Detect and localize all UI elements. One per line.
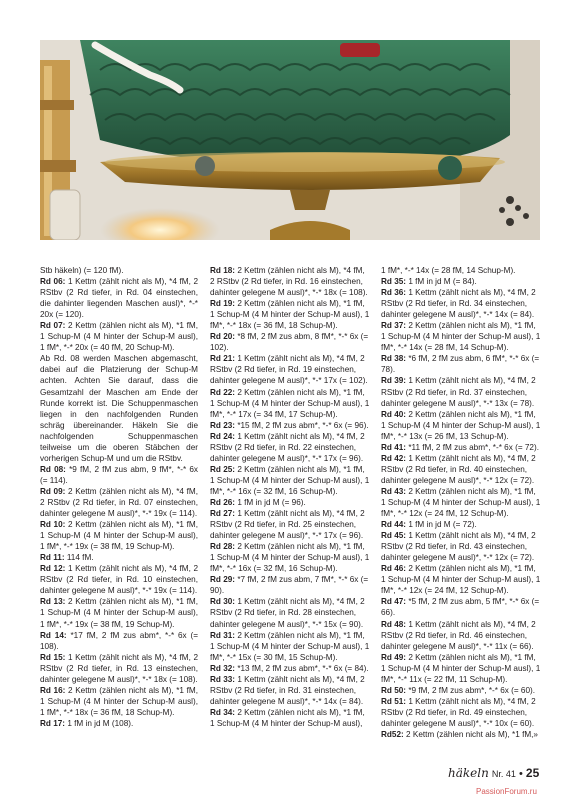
instruction-paragraph xyxy=(40,464,198,486)
instruction-text: 1 fM*, *-* 14x (= 28 fM, 14 Schup-M). xyxy=(381,266,516,275)
round-label: Rd 10: xyxy=(40,520,66,530)
round-label: Rd 19: xyxy=(210,299,236,309)
instruction-paragraph xyxy=(381,276,541,287)
round-label: Rd 45: xyxy=(381,531,407,541)
round-label: Rd 29: xyxy=(210,575,236,585)
instruction-text: *9 fM, 2 fM zus abm, 9 fM*, *-* 6x (= 114). xyxy=(40,464,198,485)
round-label: Rd 51: xyxy=(381,696,407,706)
instruction-paragraph xyxy=(40,519,198,552)
instruction-text: 2 Kettm (zählen nicht als M), *1 fM, 1 Schup-M (4 M hinter der Schup-M ausl), 1 fM*, *-* 14x (= 28 fM, 14 Schup-M). xyxy=(381,321,541,353)
instruction-text: 2 Kettm (zählen nicht als M), *1 fM, 1 Schup-M (4 M hinter der Schup-M ausl), 1 fM*, *-* 16x (= 32 fM, 16 Schup-M). xyxy=(210,542,370,574)
instruction-paragraph xyxy=(210,331,370,353)
round-label: Rd 11: xyxy=(40,553,65,563)
header-photo xyxy=(40,40,540,240)
instruction-text: *6 fM, 2 fM zus abm, 6 fM*, *-* 6x (= 78). xyxy=(381,354,540,375)
round-label: Rd 36: xyxy=(381,288,407,298)
round-label: Rd 33: xyxy=(210,674,236,684)
instruction-text: 2 Kettm (zählen nicht als M), *1 fM, 1 Schup-M (4 M hinter der Schup-M ausl), 1 fM*, *-* 18x (= 36 fM, 18 Schup-M). xyxy=(210,299,370,331)
round-label: Rd 48: xyxy=(381,619,407,629)
instruction-paragraph xyxy=(381,596,541,618)
page-footer xyxy=(448,766,539,780)
instruction-paragraph xyxy=(210,497,370,508)
instruction-paragraph xyxy=(381,685,541,696)
instruction-paragraph xyxy=(210,596,370,629)
round-label: Rd 16: xyxy=(40,685,66,695)
round-label: Rd 07: xyxy=(40,321,66,331)
instructions-column-1 xyxy=(40,265,198,729)
round-label: Rd 46: xyxy=(381,564,407,574)
round-label: Rd 41: xyxy=(381,442,407,452)
round-label: Rd 30: xyxy=(210,597,236,607)
instruction-text: 1 Kettm (zählt nicht als M), *4 fM, 2 RStbv (2 Rd tiefer, in Rd. 34 einstechen, dahinter gelegene M ausl)*, *-* 14x (= 84). xyxy=(381,288,536,320)
instruction-paragraph xyxy=(40,685,198,718)
round-label: Rd52: xyxy=(381,729,404,739)
instruction-paragraph xyxy=(381,519,541,530)
instruction-paragraph xyxy=(210,265,370,298)
instruction-paragraph xyxy=(40,276,198,320)
instruction-text: 1 Kettm (zählt nicht als M), *4 fM, 2 RStbv (2 Rd tiefer, in Rd. 37 einstechen, dahinter gelegene M ausl)*, *-* 13x (= 78). xyxy=(381,376,536,408)
round-label: Rd 39: xyxy=(381,376,407,386)
instruction-text: 1 fM in jd M (= 72). xyxy=(408,520,477,530)
instruction-text: 2 Kettm (zählen nicht als M), *1 fM, 1 Schup-M (4 M hinter der Schup-M ausl), xyxy=(210,707,365,728)
instruction-paragraph xyxy=(381,652,541,685)
instruction-text: 2 Kettm (zählen nicht als M), *1 fM, 1 Schup-M (4 M hinter der Schup-M ausl), 1 fM*, *-* 19x (= 38 fM, 19 Schup-M). xyxy=(40,520,198,552)
round-label: Rd 22: xyxy=(210,387,236,397)
issue-number: Nr. 41 xyxy=(491,769,516,779)
instruction-text: 1 Kettm (zählt nicht als M), *4 fM, 2 RStbv (2 Rd tiefer, in Rd. 40 einstechen, dahinter gelegene M ausl)*, *-* 12x (= 72). xyxy=(381,453,536,485)
instruction-paragraph xyxy=(381,453,541,486)
instruction-paragraph xyxy=(40,353,198,463)
round-label: Rd 23: xyxy=(210,420,236,430)
instruction-text: 1 fM in jd M (= 84). xyxy=(408,277,477,287)
instruction-paragraph xyxy=(210,353,370,386)
instruction-text: 1 Kettm (zählt nicht als M), *4 fM, 2 RStbv (2 Rd tiefer, in Rd. 25 einstechen, dahinter gelegene M ausl)*, *-* 17x (= 96). xyxy=(210,509,365,541)
instruction-text: 2 Kettm (zählen nicht als M), *4 fM, 2 RStbv (2 Rd tiefer, in Rd. 07 einstechen, dahinter gelegene M ausl)*, *-* 19x (= 114). xyxy=(40,486,198,519)
round-label: Rd 50: xyxy=(381,685,407,695)
round-label: Rd 38: xyxy=(381,354,407,364)
instruction-text: 2 Kettm (zählen nicht als M), *1 fM, 1 Schup-M (4 M hinter der Schup-M ausl), 1 fM*, *-* 12x (= 24 fM, 12 Schup-M). xyxy=(381,486,541,519)
instruction-text: *17 fM, 2 fM zus abm*, *-* 6x (= 108). xyxy=(40,630,198,651)
instruction-paragraph xyxy=(40,652,198,685)
watermark: PassionForum.ru xyxy=(476,787,537,796)
round-label: Rd 17: xyxy=(40,718,66,728)
round-label: Rd 26: xyxy=(210,497,236,507)
round-label: Rd 25: xyxy=(210,464,236,474)
instruction-paragraph xyxy=(210,298,370,331)
instruction-text: 2 Kettm (zählen nicht als M), *1 fM, 1 Schup-M (4 M hinter der Schup-M ausl), 1 fM*, *-* 12x (= 24 fM, 12 Schup-M). xyxy=(381,564,541,596)
knitted-basket-photo-icon xyxy=(40,40,540,240)
instruction-paragraph xyxy=(210,630,370,663)
round-label: Rd 08: xyxy=(40,464,66,474)
round-label: Rd 14: xyxy=(40,630,67,640)
round-label: Rd 15: xyxy=(40,652,66,662)
round-label: Rd 37: xyxy=(381,321,407,331)
round-label: Rd 44: xyxy=(381,520,407,530)
round-label: Rd 40: xyxy=(381,409,407,419)
instruction-text: 1 Kettm (zählt nicht als M), *4 fM, 2 RStbv (2 Rd tiefer, in Rd. 43 einstechen, dahinter gelegene M ausl)*, *-* 12x (= 72). xyxy=(381,531,536,563)
instruction-text: *13 fM, 2 fM zus abm*, *-* 6x (= 84). xyxy=(237,663,369,673)
instruction-paragraph xyxy=(40,486,198,519)
instruction-paragraph xyxy=(210,387,370,420)
instruction-paragraph xyxy=(210,574,370,596)
instruction-text: 1 Kettm (zählt nicht als M), *4 fM, 2 RStbv (2 Rd tiefer, in Rd. 04 einstechen, die dahinter liegenden Maschen ausl)*, *-* 20x (= 120). xyxy=(40,277,198,320)
round-label: Rd 49: xyxy=(381,652,407,662)
round-label: Rd 32: xyxy=(210,663,236,673)
instruction-paragraph xyxy=(40,630,198,652)
instruction-paragraph xyxy=(210,464,370,497)
instruction-paragraph xyxy=(40,596,198,629)
instruction-text: 1 fM in jd M (= 96). xyxy=(237,497,306,507)
instruction-text: *11 fM, 2 fM zus abm*, *-* 6x (= 72). xyxy=(408,442,539,452)
instruction-paragraph xyxy=(210,508,370,541)
instruction-text: 2 Kettm (zählen nicht als M), *1 fM, 1 Schup-M (4 M hinter der Schup-M ausl), 1 fM*, *-* 17x (= 34 fM, 17 Schup-M). xyxy=(210,387,370,419)
instruction-paragraph xyxy=(40,552,198,563)
round-label: Rd 18: xyxy=(210,266,236,275)
instruction-paragraph xyxy=(381,619,541,652)
instruction-text: *9 fM, 2 fM zus abm*, *-* 6x (= 60). xyxy=(408,685,536,695)
instruction-paragraph xyxy=(210,674,370,707)
instruction-text: 1 Kettm (zählt nicht als M), *4 fM, 2 RStbv (2 Rd tiefer, in Rd. 46 einstechen, dahinter gelegene M ausl)*, *-* 11x (= 66). xyxy=(381,619,536,651)
instruction-paragraph xyxy=(40,265,198,276)
instruction-paragraph xyxy=(381,287,541,320)
instruction-text: 2 Kettm (zählen nicht als M), *1 fM, 1 Schup-M (4 M hinter der Schup-M ausl), 1 fM*, *-* 15x (= 30 fM, 15 Schup-M). xyxy=(210,630,370,662)
instruction-paragraph xyxy=(381,375,541,408)
instruction-text: 1 Kettm (zählt nicht als M), *4 fM, 2 RStbv (2 Rd tiefer, in Rd. 22 einstechen, dahinter gelegene M ausl)*, *-* 17x (= 96). xyxy=(210,431,365,463)
round-label: Rd 24: xyxy=(210,431,236,441)
instruction-text: Ab Rd. 08 werden Maschen abgemascht, dabei auf die Platzierung der Schup-M achten. Achten Sie darauf, dass die Gesamtzahl der Maschen am Ende der Runde korrekt ist. Die Schuppenmaschen liegen in den nachfolgenden Runden schräg übereinander. Häkeln Sie die nachfolgenden Schuppenmaschen teilweise um die oberen Stäbchen der vorherigen Schup-M und um die RStbv. xyxy=(40,354,198,463)
instruction-text: 2 Kettm (zählen nicht als M), *1 fM, 1 Schup-M (4 M hinter der Schup-M ausl), 1 fM*, *-* 20x (= 40 fM, 20 Schup-M). xyxy=(40,321,198,353)
instruction-text: 2 Kettm (zählen nicht als M), *1 fM,» xyxy=(406,729,538,739)
round-label: Rd 47: xyxy=(381,597,407,607)
instruction-text: 1 Kettm (zählt nicht als M), *4 fM, 2 RStbv (2 Rd tiefer, in Rd. 31 einstechen, dahinter gelegene M ausl)*, *-* 14x (= 84). xyxy=(210,674,365,706)
instruction-text: 2 Kettm (zählen nicht als M), *1 fM, 1 Schup-M (4 M hinter der Schup-M ausl), 1 fM*, *-* 18x (= 36 fM, 18 Schup-M). xyxy=(40,685,198,717)
instruction-paragraph xyxy=(40,320,198,353)
round-label: Rd 34: xyxy=(210,707,236,717)
round-label: Rd 27: xyxy=(210,509,236,519)
instruction-text: 1 Kettm (zählt nicht als M), *4 fM, 2 RStbv (2 Rd tiefer, in Rd. 10 einstechen, dahinter gelegene M ausl)*, *-* 19x (= 114). xyxy=(40,564,198,596)
instruction-text: 1 Kettm (zählt nicht als M), *4 fM, 2 RStbv (2 Rd tiefer, in Rd. 49 einstechen, dahinter gelegene M ausl)*, *-* 10x (= 60). xyxy=(381,696,536,728)
instruction-text: *7 fM, 2 fM zus abm, 7 fM*, *-* 6x (= 90). xyxy=(210,575,369,596)
round-label: Rd 31: xyxy=(210,630,236,640)
footer-bullet: • xyxy=(518,768,523,780)
instruction-paragraph xyxy=(381,442,541,453)
instruction-text: 2 Kettm (zählen nicht als M), *1 fM, 1 Schup-M (4 M hinter der Schup-M ausl), 1 fM*, *-* 16x (= 32 fM, 16 Schup-M). xyxy=(210,464,370,496)
instruction-paragraph xyxy=(40,563,198,596)
instruction-paragraph xyxy=(40,718,198,729)
instruction-text: 2 Kettm (zählen nicht als M), *1 fM, 1 Schup-M (4 M hinter der Schup-M ausl), 1 fM*, *-* 11x (= 22 fM, 11 Schup-M). xyxy=(381,652,541,684)
instruction-text: 1 Kettm (zählt nicht als M), *4 fM, 2 RStbv (2 Rd tiefer, in Rd. 28 einstechen, dahinter gelegene M ausl)*, *-* 15x (= 90). xyxy=(210,597,365,629)
round-label: Rd 20: xyxy=(210,332,236,342)
instruction-paragraph xyxy=(381,320,541,353)
instruction-text: *8 fM, 2 fM zus abm, 8 fM*, *-* 6x (= 102). xyxy=(210,332,369,353)
round-label: Rd 35: xyxy=(381,277,407,287)
instruction-paragraph xyxy=(210,663,370,674)
instruction-text: *15 fM, 2 fM zus abm*, *-* 6x (= 96). xyxy=(237,420,369,430)
instruction-paragraph xyxy=(381,409,541,442)
instruction-paragraph xyxy=(381,265,541,276)
instruction-text: 2 Kettm (zählen nicht als M), *1 fM, 1 Schup-M (4 M hinter der Schup-M ausl), 1 fM*, *-* 19x (= 38 fM, 19 Schup-M). xyxy=(40,597,198,629)
magazine-name: häkeln xyxy=(448,766,489,780)
round-label: Rd 42: xyxy=(381,453,407,463)
instructions-column-2 xyxy=(210,265,370,729)
round-label: Rd 21: xyxy=(210,354,236,364)
round-label: Rd 12: xyxy=(40,564,66,574)
instructions-column-3 xyxy=(381,265,541,740)
round-label: Rd 06: xyxy=(40,277,66,287)
instruction-paragraph xyxy=(381,530,541,563)
instruction-text: *5 fM, 2 fM zus abm, 5 fM*, *-* 6x (= 66). xyxy=(381,597,540,618)
round-label: Rd 13: xyxy=(40,597,66,607)
instruction-paragraph xyxy=(381,729,541,740)
instruction-paragraph xyxy=(210,420,370,431)
instruction-paragraph xyxy=(210,431,370,464)
instruction-text: 2 Kettm (zählen nicht als M), *4 fM, 2 RStbv (2 Rd tiefer, in Rd. 16 einstechen, dahinter gelegene M ausl)*, *-* 18x (= 108). xyxy=(210,266,368,298)
instruction-text: 2 Kettm (zählen nicht als M), *1 fM, 1 Schup-M (4 M hinter der Schup-M ausl), 1 fM*, *-* 13x (= 26 fM, 13 Schup-M). xyxy=(381,409,541,441)
instruction-text: 1 Kettm (zählt nicht als M), *4 fM, 2 RStbv (2 Rd tiefer, in Rd. 13 einstechen, dahinter gelegene M ausl)*, *-* 18x (= 108). xyxy=(40,652,198,684)
instruction-paragraph xyxy=(381,563,541,596)
instruction-paragraph xyxy=(381,696,541,729)
instruction-paragraph xyxy=(381,353,541,375)
instruction-text: Stb häkeln) (= 120 fM). xyxy=(40,266,124,275)
instruction-paragraph xyxy=(210,707,370,729)
instruction-paragraph xyxy=(210,541,370,574)
instructions-columns xyxy=(40,265,540,765)
page-number: 25 xyxy=(525,766,540,780)
round-label: Rd 28: xyxy=(210,542,236,552)
instruction-text: 1 Kettm (zählt nicht als M), *4 fM, 2 RStbv (2 Rd tiefer, in Rd. 19 einstechen, dahinter gelegene M ausl)*, *-* 17x (= 102). xyxy=(210,354,368,386)
instruction-paragraph xyxy=(381,486,541,519)
round-label: Rd 09: xyxy=(40,486,66,496)
instruction-text: 114 fM. xyxy=(66,553,94,563)
round-label: Rd 43: xyxy=(381,486,407,496)
instruction-text: 1 fM in jd M (108). xyxy=(67,718,134,728)
